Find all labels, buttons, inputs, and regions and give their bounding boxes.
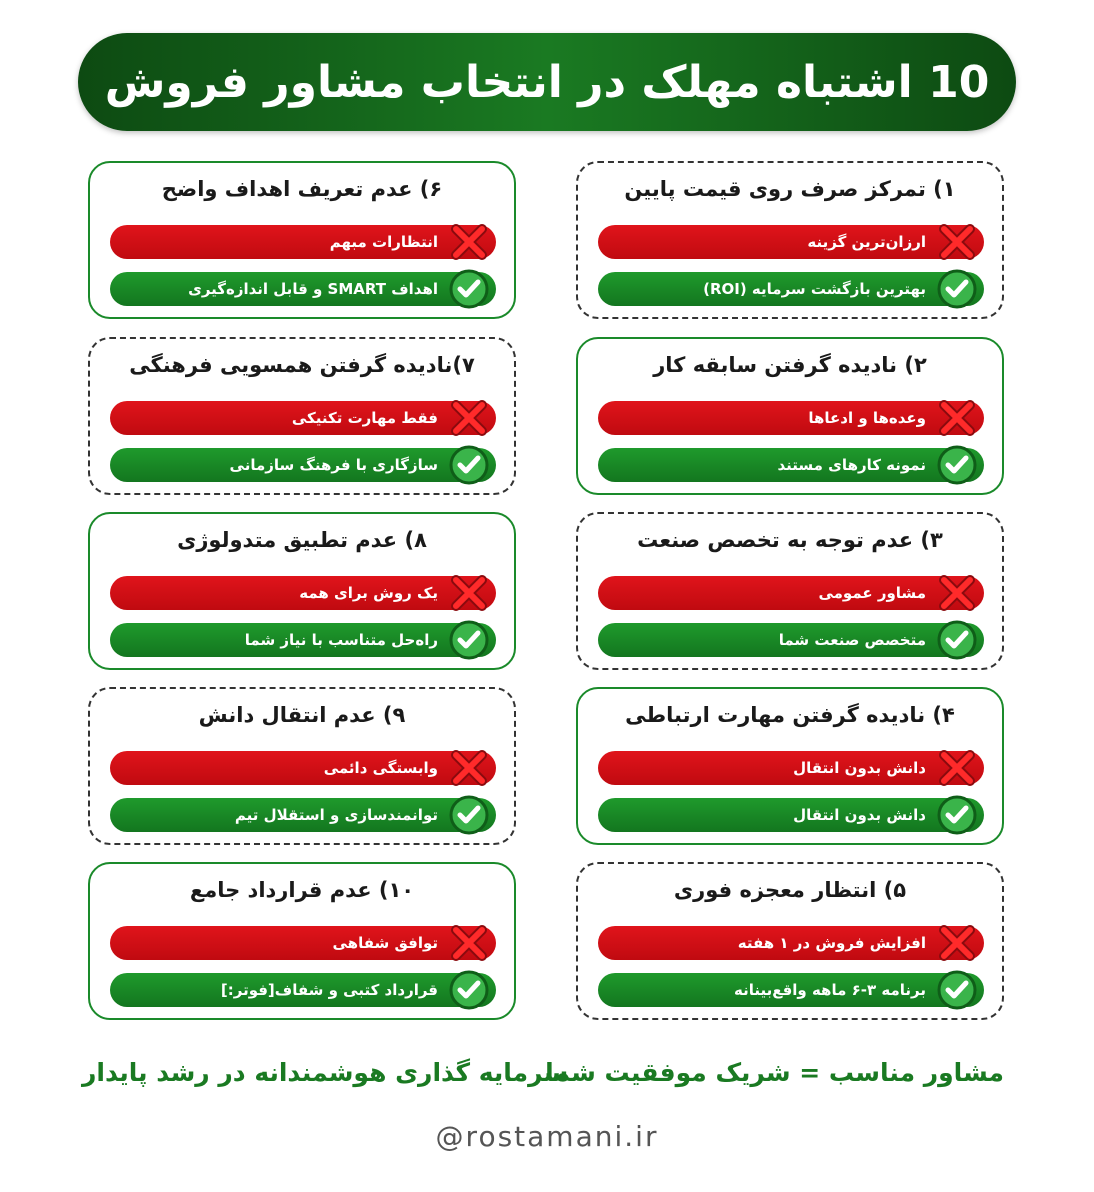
right-label: بهترین بازگشت سرمایه (ROI) <box>703 280 926 298</box>
right-pill <box>110 272 496 306</box>
card-mistake-8 <box>88 512 516 670</box>
card-title: ۲) نادیده گرفتن سابقه کار <box>653 353 927 377</box>
wrong-label: وعده‌ها و ادعاها <box>808 409 926 427</box>
wrong-label: ارزان‌ترین گزینه <box>807 233 926 251</box>
card-title: ۵) انتظار معجزه فوری <box>673 878 907 902</box>
wrong-pill <box>110 225 496 259</box>
wrong-pill <box>110 751 496 785</box>
wrong-label: یک روش برای همه <box>299 584 438 602</box>
right-label: راه‌حل متناسب با نیاز شما <box>244 631 438 649</box>
x-mark-icon <box>936 747 978 789</box>
right-label: برنامه ۳-۶ ماهه واقع‌بینانه <box>733 981 926 999</box>
wrong-pill <box>598 401 984 435</box>
right-label: دانش بدون انتقال <box>793 806 926 824</box>
footer-slogan-left: سرمایه گذاری هوشمندانه در رشد پایدار <box>82 1058 569 1087</box>
card-mistake-3 <box>576 512 1004 670</box>
card-title: ۸) عدم تطبیق متدولوژی <box>177 528 427 552</box>
card-mistake-9 <box>88 687 516 845</box>
check-circle-icon <box>936 444 978 486</box>
right-pill <box>110 973 496 1007</box>
card-mistake-10 <box>88 862 516 1020</box>
check-circle-icon <box>448 268 490 310</box>
wrong-label: دانش بدون انتقال <box>793 759 926 777</box>
x-mark-icon <box>448 572 490 614</box>
right-pill <box>110 798 496 832</box>
x-mark-icon <box>448 397 490 439</box>
check-circle-icon <box>936 969 978 1011</box>
x-mark-icon <box>448 747 490 789</box>
card-title: ۶) عدم تعریف اهداف واضح <box>161 177 443 201</box>
wrong-pill <box>598 225 984 259</box>
x-mark-icon <box>448 221 490 263</box>
card-mistake-2 <box>576 337 1004 495</box>
wrong-pill <box>110 401 496 435</box>
right-label: سازگاری با فرهنگ سازمانی <box>229 456 438 474</box>
card-mistake-6 <box>88 161 516 319</box>
card-mistake-5 <box>576 862 1004 1020</box>
card-title: ۱۰) عدم قرارداد جامع <box>189 878 415 902</box>
right-pill <box>598 272 984 306</box>
check-circle-icon <box>448 794 490 836</box>
wrong-label: وابستگی دائمی <box>323 759 438 777</box>
right-pill <box>598 973 984 1007</box>
wrong-pill <box>598 576 984 610</box>
footer-slogan-right: مشاور مناسب = شریک موفقیت شما <box>545 1058 1004 1087</box>
wrong-label: توافق شفاهی <box>332 934 438 952</box>
card-title: ۷)نادیده گرفتن همسویی فرهنگی <box>129 353 475 377</box>
right-pill <box>598 623 984 657</box>
check-circle-icon <box>936 794 978 836</box>
wrong-pill <box>598 926 984 960</box>
check-circle-icon <box>448 444 490 486</box>
right-label: نمونه کارهای مستند <box>777 456 926 474</box>
wrong-label: افزایش فروش در ۱ هفته <box>737 934 926 952</box>
wrong-pill <box>110 926 496 960</box>
right-label: اهداف SMART و قابل اندازه‌گیری <box>188 280 438 298</box>
card-title: ۱) تمرکز صرف روی قیمت پایین <box>624 177 956 201</box>
card-title: ۳) عدم توجه به تخصص صنعت <box>637 528 943 552</box>
card-mistake-7 <box>88 337 516 495</box>
x-mark-icon <box>936 572 978 614</box>
right-pill <box>110 448 496 482</box>
check-circle-icon <box>448 969 490 1011</box>
x-mark-icon <box>936 922 978 964</box>
title-banner <box>78 33 1016 131</box>
right-pill <box>598 798 984 832</box>
check-circle-icon <box>936 619 978 661</box>
card-title: ۹) عدم انتقال دانش <box>198 703 406 727</box>
right-pill <box>110 623 496 657</box>
wrong-label: فقط مهارت تکنیکی <box>291 409 438 427</box>
card-title: ۴) نادیده گرفتن مهارت ارتباطی <box>625 703 955 727</box>
right-label: متخصص صنعت شما <box>778 631 926 649</box>
right-label: قرارداد کتبی و شفاف[فوتر:] <box>220 981 438 999</box>
site-handle: @rostamani.ir <box>435 1120 659 1153</box>
check-circle-icon <box>448 619 490 661</box>
check-circle-icon <box>936 268 978 310</box>
card-mistake-1 <box>576 161 1004 319</box>
x-mark-icon <box>448 922 490 964</box>
x-mark-icon <box>936 221 978 263</box>
right-label: توانمندسازی و استقلال تیم <box>234 806 438 824</box>
right-pill <box>598 448 984 482</box>
wrong-pill <box>110 576 496 610</box>
wrong-label: انتظارات مبهم <box>329 233 438 251</box>
card-mistake-4 <box>576 687 1004 845</box>
wrong-pill <box>598 751 984 785</box>
page-title: 10 اشتباه مهلک در انتخاب مشاور فروش <box>104 56 990 108</box>
wrong-label: مشاور عمومی <box>818 584 926 602</box>
x-mark-icon <box>936 397 978 439</box>
